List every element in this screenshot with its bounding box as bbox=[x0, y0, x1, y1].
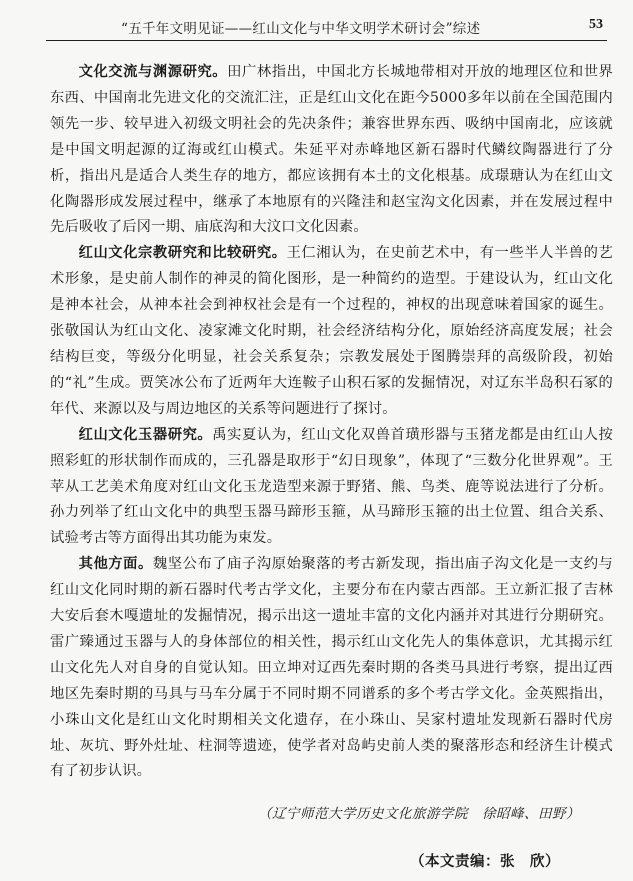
running-header-title: “五千年文明见证——红山文化与中华文明学术研讨会”综述 bbox=[121, 21, 481, 37]
paragraph-text: 王仁湘认为，在史前艺术中，有一些半人半兽的艺术形象，是史前人制作的神灵的简化图形，是一种简约的造型。于建设认为，红山文化是神本社会，从神本社会到神权社会是有一个过程的，神权的出现意味着国家的诞生。张敬国认为红山文化、凌家滩文化时期，社会经济结构分化，原始经济高度发展；社会结构巨变，等级分化明显，社会关系复杂；宗教发展处于图腾崇拜的高级阶段，初始的“礼”生成。贾笑冰公布了近两年大连鞍子山积石冢的发掘情况，对辽东半岛积石冢的年代、来源以及与周边地区的关系等问题进行了探讨。 bbox=[50, 245, 613, 417]
paragraph-text: 田广林指出，中国北方长城地带相对开放的地理区位和世界东西、中国南北先进文化的交流汇注，正是红山文化在距今5000多年以前在全国范围内领先一步、较早进入初级文明社会的先决条件；兼容世界东西、吸纳中国南北，应该就是中国文明起源的辽海或红山模式。朱延平对赤峰地区新石器时代鳞纹陶器进行了分析，指出凡是适合人类生存的地方，都应该拥有本土的文化根基。成璟瑭认为在红山文化陶器形成发展过程中，继承了本地原有的兴隆洼和赵宝沟文化因素，并在发展过程中先后吸收了后冈一期、庙底沟和大汶口文化因素。 bbox=[50, 64, 613, 236]
author-signature: （辽宁师范大学历史文化旅游学院 徐昭峰、田野） bbox=[258, 806, 580, 822]
paragraph-text: 魏坚公布了庙子沟原始聚落的考古新发现，指出庙子沟文化是一支约与红山文化同时期的新石器时代考古学文化，主要分布在内蒙古西部。王立新汇报了吉林大安后套木嘎遗址的发掘情况，揭示出这一遗址丰富的文化内涵并对其进行分期研究。雷广臻通过玉器与人的身体部位的相关性，揭示红山文化先人的集体意识，尤其揭示红山文化先人对自身的自觉认知。田立坤对辽西先秦时期的各类马具进行考察，提出辽西地区先秦时期的马具与马车分属于不同时期不同谱系的多个考古学文化。金英熙指出，小珠山文化是红山文化时期相关文化遗存，在小珠山、吴家村遗址发现新石器时代房址、灰坑、野外灶址、柱洞等遗迹，使学者对岛屿史前人类的聚落形态和经济生计模式有了初步认识。 bbox=[50, 556, 613, 780]
paragraph-other-aspects bbox=[50, 552, 613, 785]
paragraph-religion-comparison bbox=[50, 241, 613, 422]
paragraph-text: 禹实夏认为，红山文化双兽首璜形器与玉猪龙都是由红山人按照彩虹的形状制作而成的，三孔器是取形于“幻日现象”，体现了“三数分化世界观”。王苹从工艺美术角度对红山文化玉龙造型来源于野猪、熊、鸟类、鹿等说法进行了分析。孙力列举了红山文化中的典型玉器马蹄形玉箍，从马蹄形玉箍的出土位置、组合关系、试验考古等方面得出其功能为束发。 bbox=[50, 426, 613, 547]
paragraph-cultural-exchange bbox=[50, 60, 613, 241]
section-lead: 红山文化玉器研究。 bbox=[78, 426, 213, 443]
section-lead: 文化交流与渊源研究。 bbox=[78, 64, 228, 80]
section-lead: 红山文化宗教研究和比较研究。 bbox=[78, 245, 287, 262]
paragraph-jade-research bbox=[50, 423, 613, 553]
section-lead: 其他方面。 bbox=[78, 556, 153, 573]
page-number: 53 bbox=[589, 17, 603, 32]
responsible-editor: （本文责编：张 欣） bbox=[410, 853, 560, 870]
article-body bbox=[50, 60, 613, 785]
running-header bbox=[46, 14, 607, 41]
